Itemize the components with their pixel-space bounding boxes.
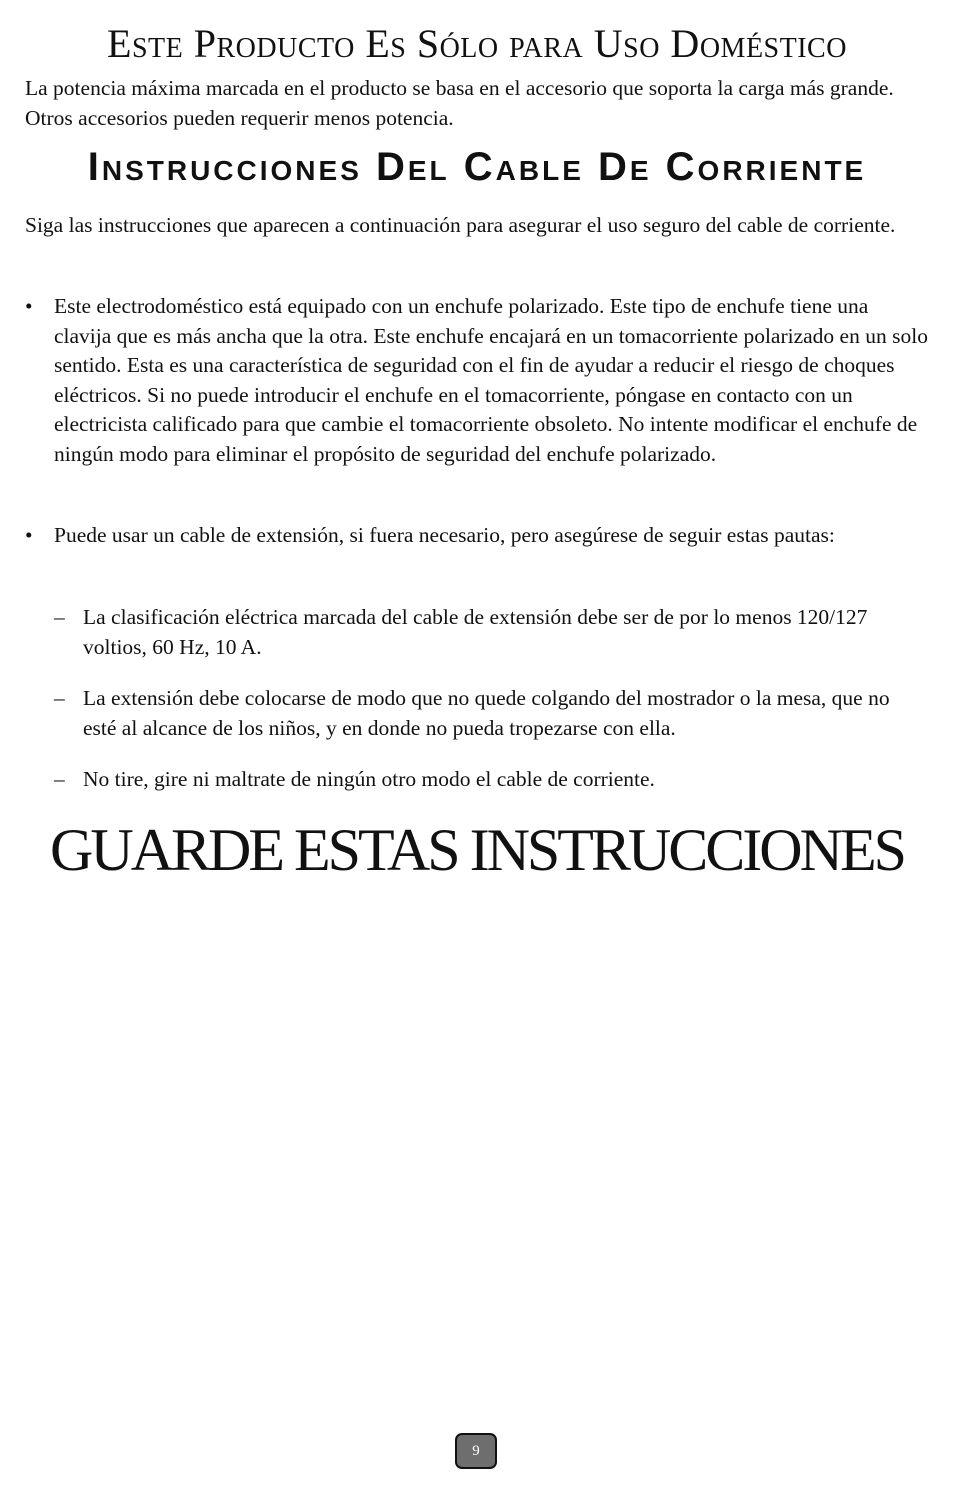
save-instructions-heading: GUARDE ESTAS INSTRUCCIONES	[50, 817, 904, 883]
power-paragraph: La potencia máxima marcada en el producto se basa en el accesorio que soporta la carga más grande. Otros accesorios pueden requerir menos potencia.	[25, 76, 894, 130]
cord-instructions-heading: Instrucciones Del Cable De Corriente	[87, 145, 867, 189]
sub-list-item	[54, 684, 926, 743]
list-item	[25, 292, 930, 469]
sub-item-text: La extensión debe colocarse de modo que no quede colgando del mostrador o la mesa, que no esté al alcance de los niños, y en donde no pueda tropezarse con ella.	[83, 686, 890, 740]
sub-list-item	[54, 765, 926, 795]
dash-mark: –	[54, 767, 65, 791]
sub-item-text: No tire, gire ni maltrate de ningún otro modo el cable de corriente.	[83, 767, 655, 791]
bullet-mark: •	[25, 523, 33, 547]
sub-list-item	[54, 603, 926, 662]
dash-mark: –	[54, 605, 65, 629]
page-number-badge: 9	[455, 1433, 497, 1469]
list-item	[25, 521, 930, 551]
cord-intro-paragraph: Siga las instrucciones que aparecen a continuación para asegurar el uso seguro del cable de corriente.	[25, 213, 896, 237]
sub-item-text: La clasificación eléctrica marcada del cable de extensión debe ser de por lo menos 120/127 voltios, 60 Hz, 10 A.	[83, 605, 868, 659]
dash-mark: –	[54, 686, 65, 710]
bullet-text: Puede usar un cable de extensión, si fuera necesario, pero asegúrese de seguir estas pautas:	[54, 523, 835, 547]
household-use-heading: Este Producto Es Sólo para Uso Doméstico	[107, 21, 847, 66]
bullet-mark: •	[25, 294, 33, 318]
bullet-text: Este electrodoméstico está equipado con un enchufe polarizado. Este tipo de enchufe tiene una clavija que es más ancha que la otra. Este enchufe encajará en un tomacorriente polarizado en un solo sentido. Esta es una característica de seguridad con el fin de ayudar a reducir el riesgo de choques eléctricos. Si no puede introducir el enchufe en el tomacorriente, póngase en contacto con un electricista calificado para que cambie el tomacorriente obsoleto. No intente modificar el enchufe de ningún modo para eliminar el propósito de seguridad del enchufe polarizado.	[54, 294, 928, 466]
